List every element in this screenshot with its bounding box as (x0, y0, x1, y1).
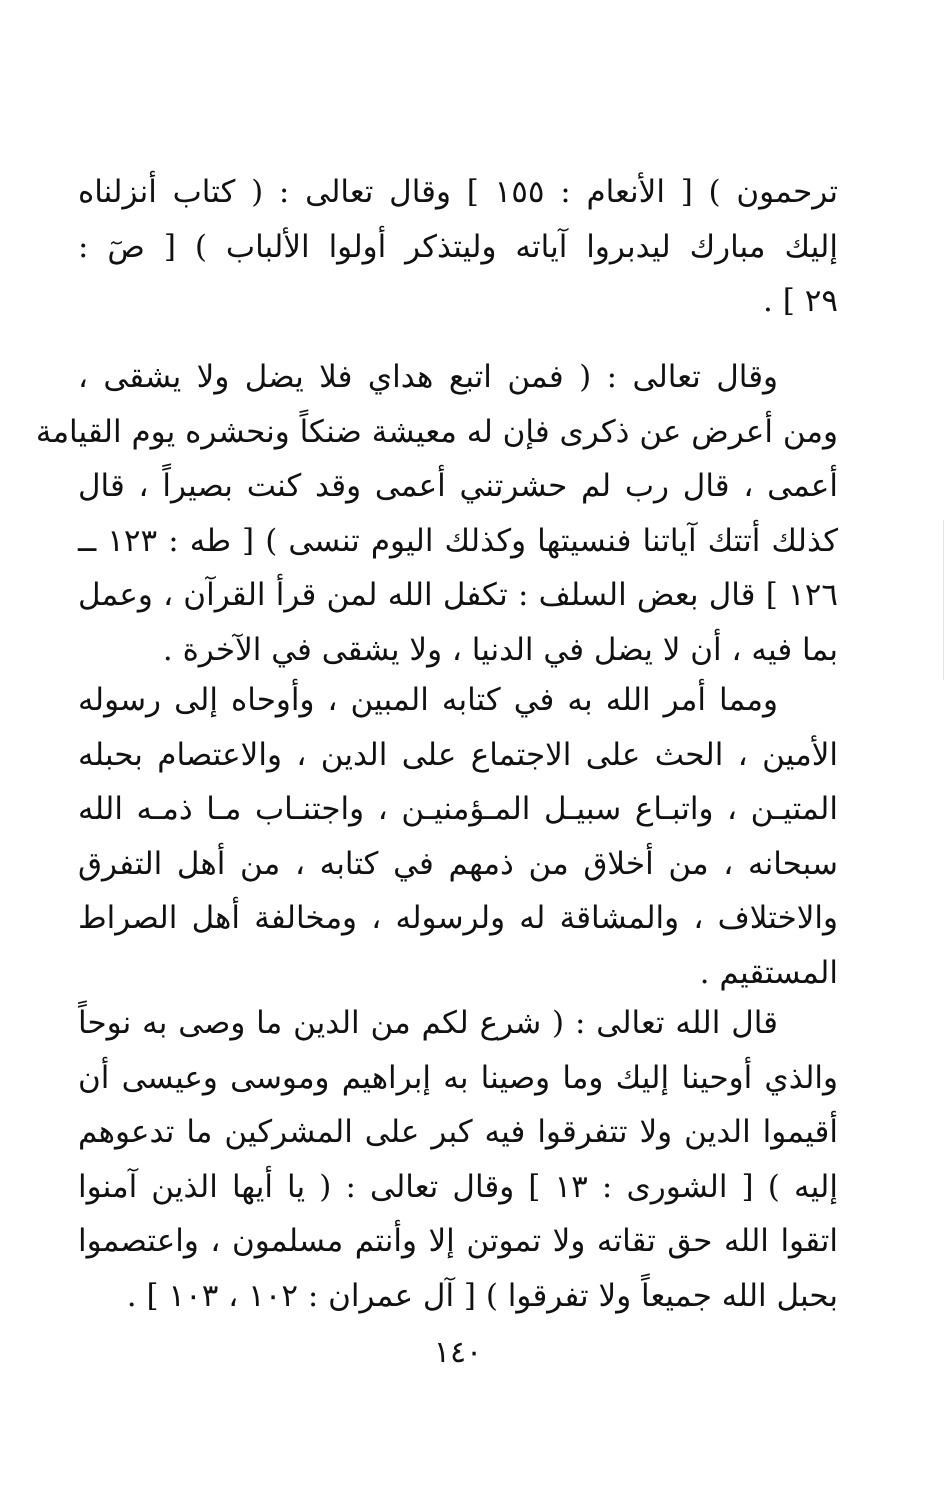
paragraph-2 (35, 350, 838, 677)
text-line: الأمين ، الحث على الاجتماع على الدين ، والاعتصام بحبله (78, 736, 838, 773)
paragraph-3 (78, 673, 838, 1000)
paragraph-4 (78, 996, 838, 1323)
text-line: والاختلاف ، والمشاقة له ولرسوله ، ومخالفة أهل الصراط (78, 900, 838, 936)
page-number: ١٤٠ (433, 1335, 483, 1370)
text-line: المتيـن ، واتبـاع سبيـل المـؤمنيـن ، واجتنـاب مـا ذمـه الله (78, 791, 838, 827)
paragraph-1 (78, 165, 838, 329)
text-line: وقال تعالى : ( فمن اتبع هداي فلا يضل ولا يشقى ، (78, 359, 778, 395)
text-line: ترحمون ) [ الأنعام : ١٥٥ ] وقال تعالى : ( كتاب أنزلناه (78, 174, 839, 210)
book-page (35, 160, 839, 1400)
text-line: ومن أعرض عن ذكرى فإن له معيشة ضنكاً ونحشره يوم القيامة (35, 413, 838, 450)
text-line: المستقيم . (699, 954, 838, 991)
text-line: ومما أمر الله به في كتابه المبين ، وأوحاه إلى رسوله (78, 682, 778, 718)
text-line: أعمى ، قال رب لم حشرتني أعمى وقد كنت بصيراً ، قال (78, 468, 838, 504)
page-edge-shadow (943, 520, 944, 680)
text-line: اتقوا الله حق تقاته ولا تموتن إلا وأنتم مسلمون ، واعتصموا (78, 1223, 838, 1259)
text-line: بحبل الله جميعاً ولا تفرقوا ) [ آل عمران : ١٠٢ ، ١٠٣ ] . (126, 1277, 838, 1314)
text-line: قال الله تعالى : ( شرع لكم من الدين ما وصى به نوحاً (78, 1005, 778, 1041)
text-line: سبحانه ، من أخلاق من ذمهم في كتابه ، من أهل التفرق (78, 845, 838, 882)
text-line: بما فيه ، أن لا يضل في الدنيا ، ولا يشقى في الآخرة . (162, 631, 838, 668)
text-line: إليه ) [ الشورى : ١٣ ] وقال تعالى : ( يا أيها الذين آمنوا (78, 1168, 838, 1205)
text-line: أقيموا الدين ولا تتفرقوا فيه كبر على المشركين ما تدعوهم (78, 1114, 838, 1150)
text-line: إليك مبارك ليدبروا آياته وليتذكر أولوا الألباب ) [ صٓ : (78, 228, 838, 265)
text-line: ١٢٦ ] قال بعض السلف : تكفل الله لمن قرأ القرآن ، وعمل (78, 577, 838, 613)
text-line: والذي أوحينا إليك وما وصينا به إبراهيم وموسى وعيسى أن (78, 1059, 838, 1096)
text-line: ٢٩ ] . (763, 283, 838, 319)
text-line: كذلك أتتك آياتنا فنسيتها وكذلك اليوم تنسى ) [ طه : ١٢٣ ــ (78, 522, 838, 559)
